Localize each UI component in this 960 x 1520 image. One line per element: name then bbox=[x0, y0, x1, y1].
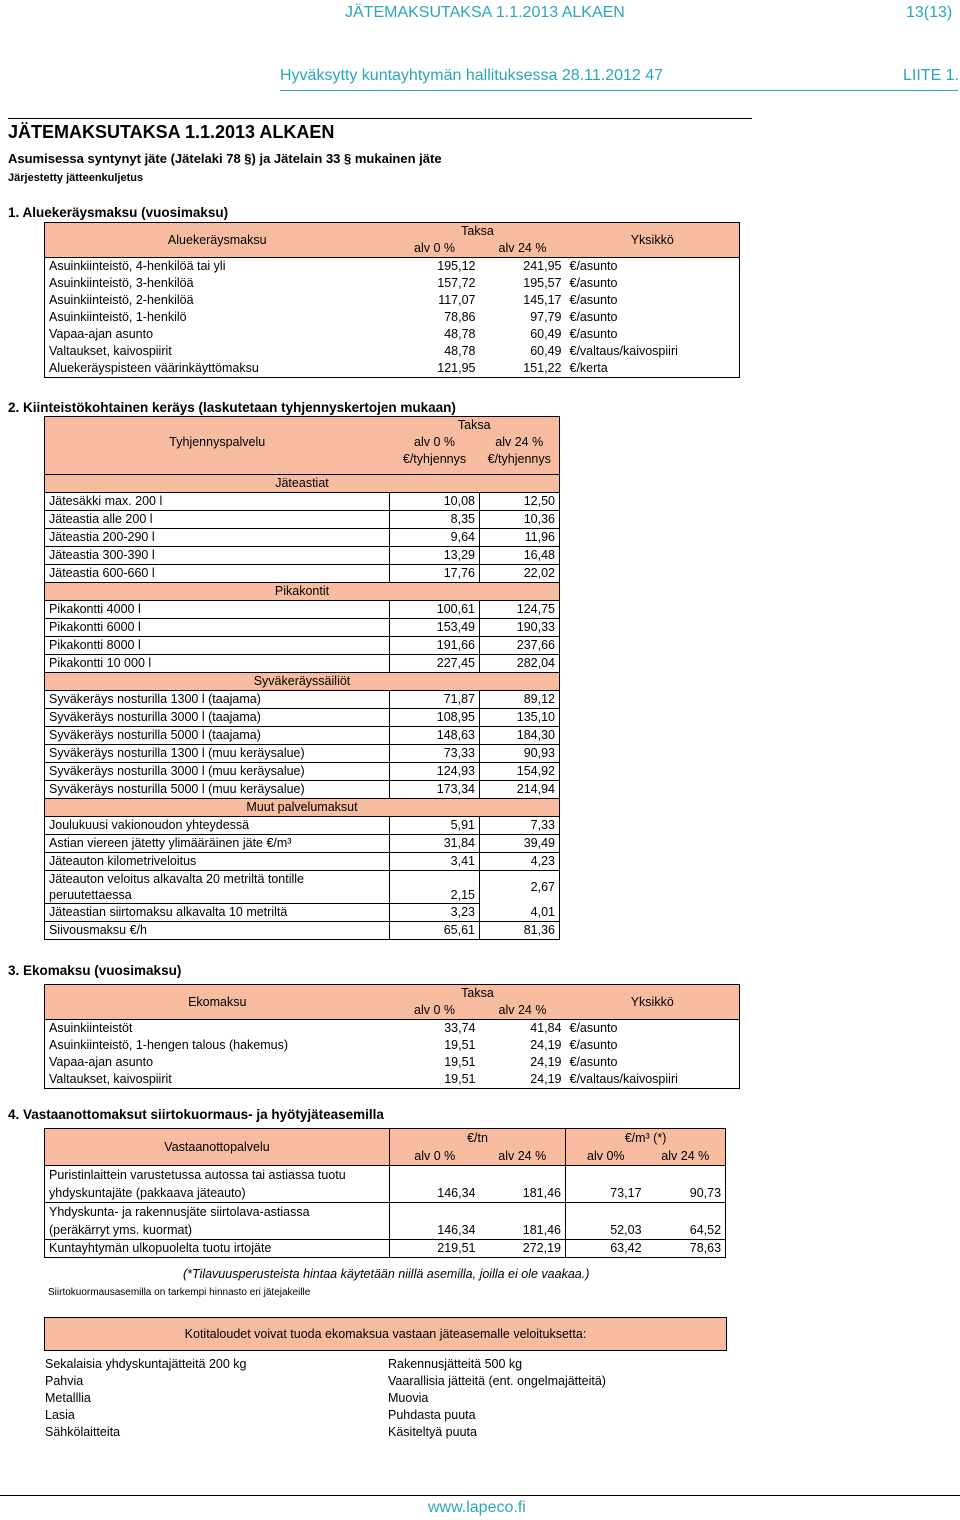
table-row bbox=[45, 781, 560, 799]
row-vat0: 173,34 bbox=[390, 781, 480, 799]
table-row bbox=[45, 745, 560, 763]
s4-last-d: 78,63 bbox=[646, 1240, 726, 1258]
list-item: Lasia bbox=[45, 1408, 75, 1422]
row-spacer bbox=[480, 1166, 566, 1185]
row-vat0: 10,08 bbox=[390, 493, 480, 511]
row-name-2: yhdyskuntajäte (pakkaava jäteauto) bbox=[45, 1184, 390, 1203]
row-vat24: 41,84 bbox=[530, 1021, 562, 1035]
table-row bbox=[45, 529, 560, 547]
row-name: Jäteastia 600-660 l bbox=[45, 565, 390, 583]
table-row bbox=[45, 619, 560, 637]
s2-col-tariff: Taksa bbox=[390, 417, 560, 435]
row-name: Asuinkiinteistö, 1-hengen talous (hakemus) bbox=[45, 1037, 390, 1054]
s4-last-b: 272,19 bbox=[480, 1240, 566, 1258]
list-item: Muovia bbox=[388, 1391, 429, 1405]
section-4-heading: 4. Vastaanottomaksut siirtokuormaus- ja hyötyjäteasemilla bbox=[8, 1107, 384, 1122]
row-vat0: 117,07 bbox=[438, 293, 476, 307]
table-row bbox=[45, 475, 560, 493]
section-1-table bbox=[44, 222, 740, 378]
s3-col-unit: Yksikkö bbox=[566, 985, 740, 1020]
row-vat0: 33,74 bbox=[444, 1021, 476, 1035]
row-vat24: 97,79 bbox=[530, 310, 562, 324]
row-vat0: 71,87 bbox=[390, 691, 480, 709]
row-name: Jäteastia 300-390 l bbox=[45, 547, 390, 565]
row-vat0: 3,41 bbox=[390, 853, 480, 871]
row-name: Joulukuusi vakionoudon yhteydessä bbox=[45, 817, 390, 835]
s4-col-ton: €/tn bbox=[390, 1129, 566, 1149]
row-vat24: 89,12 bbox=[480, 691, 560, 709]
row-name: Pikakontti 4000 l bbox=[45, 601, 390, 619]
row-vat24: 145,17 bbox=[523, 293, 562, 307]
section-4-table bbox=[44, 1128, 726, 1258]
row-vat24: 90,93 bbox=[480, 745, 560, 763]
row-name: Astian viereen jätetty ylimääräinen jäte €/m³ bbox=[45, 835, 390, 853]
table-row bbox=[45, 511, 560, 529]
section-1-heading: 1. Aluekeräysmaksu (vuosimaksu) bbox=[8, 205, 229, 220]
row-unit: €/asunto bbox=[566, 1020, 740, 1038]
row-name: Pikakontti 10 000 l bbox=[45, 655, 390, 673]
row-m3-vat24: 90,73 bbox=[646, 1184, 726, 1203]
row-vat0: 8,35 bbox=[390, 511, 480, 529]
row-ton-vat24: 181,46 bbox=[480, 1184, 566, 1203]
row-unit: €/asunto bbox=[566, 1037, 740, 1054]
row-vat0: 65,61 bbox=[390, 922, 480, 940]
table-row bbox=[45, 547, 560, 565]
row-vat24: 60,49 bbox=[530, 344, 562, 358]
row-name: Asuinkiinteistö, 3-henkilöä bbox=[45, 275, 390, 292]
page-number: 13(13) bbox=[906, 4, 953, 21]
row-name-1: Puristinlaittein varustetussa autossa tai astiassa tuotu bbox=[45, 1166, 390, 1185]
row-vat24: 60,49 bbox=[530, 327, 562, 341]
table-row bbox=[45, 763, 560, 781]
row-name: Syväkeräys nosturilla 5000 l (taajama) bbox=[45, 727, 390, 745]
extra-row-name-2: peruutettaessa bbox=[45, 887, 390, 904]
table-row bbox=[45, 1071, 740, 1089]
row-name: Siivousmaksu €/h bbox=[45, 922, 390, 940]
row-spacer bbox=[566, 1203, 646, 1222]
row-m3-vat24: 64,52 bbox=[646, 1221, 726, 1240]
row-vat0: 13,29 bbox=[390, 547, 480, 565]
row-vat24: 241,95 bbox=[523, 259, 562, 273]
row-vat0: 3,23 bbox=[390, 904, 480, 922]
row-name: Asuinkiinteistöt bbox=[45, 1020, 390, 1038]
s2-col-vat0: alv 0 % bbox=[414, 435, 455, 449]
col-unit: Yksikkö bbox=[566, 223, 740, 258]
table-row bbox=[45, 904, 560, 922]
document-subtitle-2: Järjestetty jätteenkuljetus bbox=[8, 172, 144, 184]
table-row bbox=[45, 275, 740, 292]
extra-row-vat24: 2,67 bbox=[480, 871, 560, 904]
row-vat24: 4,01 bbox=[480, 904, 560, 922]
section-2-heading: 2. Kiinteistökohtainen keräys (laskutetaan tyhjennyskertojen mukaan) bbox=[8, 400, 456, 415]
row-vat24: 124,75 bbox=[480, 601, 560, 619]
table-row bbox=[45, 673, 560, 691]
row-vat0: 191,66 bbox=[390, 637, 480, 655]
row-vat0: 195,12 bbox=[437, 259, 476, 273]
row-vat0: 9,64 bbox=[390, 529, 480, 547]
row-spacer bbox=[646, 1203, 726, 1222]
row-unit: €/kerta bbox=[566, 360, 740, 378]
section-3-heading: 3. Ekomaksu (vuosimaksu) bbox=[8, 963, 182, 978]
row-vat0: 148,63 bbox=[390, 727, 480, 745]
row-vat24: 7,33 bbox=[480, 817, 560, 835]
s4-col-vat24: alv 24 % bbox=[480, 1148, 566, 1166]
s4-col-vat0b: alv 0% bbox=[566, 1148, 646, 1166]
row-m3-vat0: 52,03 bbox=[566, 1221, 646, 1240]
row-name: Asuinkiinteistö, 4-henkilöä tai yli bbox=[45, 258, 390, 276]
row-vat0: 157,72 bbox=[437, 276, 476, 290]
row-vat24: 4,23 bbox=[480, 853, 560, 871]
table-row bbox=[45, 727, 560, 745]
row-vat0: 48,78 bbox=[444, 344, 476, 358]
list-item: Pahvia bbox=[45, 1374, 84, 1388]
s2-col-vat24: alv 24 % bbox=[480, 434, 560, 451]
row-vat0: 19,51 bbox=[390, 1071, 480, 1089]
row-vat24: 24,19 bbox=[480, 1071, 566, 1089]
s4-col-vat0: alv 0 % bbox=[390, 1148, 480, 1166]
row-unit: €/valtaus/kaivospiiri bbox=[566, 1071, 740, 1089]
group-title: Jäteastiat bbox=[45, 475, 560, 493]
table-row bbox=[45, 343, 740, 360]
free-items-left bbox=[45, 1356, 247, 1441]
row-vat0: 108,95 bbox=[390, 709, 480, 727]
row-unit: €/valtaus/kaivospiiri bbox=[566, 343, 740, 360]
table-row bbox=[45, 655, 560, 673]
row-vat24: 214,94 bbox=[480, 781, 560, 799]
s2-col-service: Tyhjennyspalvelu bbox=[45, 434, 390, 451]
row-vat24: 151,22 bbox=[480, 360, 566, 378]
s4-col-vat24b: alv 24 % bbox=[646, 1148, 726, 1166]
row-name-1: Yhdyskunta- ja rakennusjäte siirtolava-astiassa bbox=[45, 1203, 390, 1222]
s2-col-unit0: €/tyhjennys bbox=[402, 452, 467, 466]
row-spacer bbox=[390, 1203, 480, 1222]
extra-row-vat0: 2,15 bbox=[390, 887, 480, 904]
free-disposal-banner: Kotitaloudet voivat tuoda ekomaksua vastaan jäteasemalle veloituksetta: bbox=[44, 1317, 727, 1351]
row-ton-vat0: 146,34 bbox=[390, 1184, 480, 1203]
row-vat24: 154,92 bbox=[480, 763, 560, 781]
table-row bbox=[45, 1184, 726, 1203]
row-ton-vat24: 181,46 bbox=[480, 1221, 566, 1240]
list-item: Vaarallisia jätteitä (ent. ongelmajätteitä) bbox=[388, 1374, 606, 1388]
table-row bbox=[45, 637, 560, 655]
row-vat24: 190,33 bbox=[480, 619, 560, 637]
table-row bbox=[45, 835, 560, 853]
row-ton-vat0: 146,34 bbox=[390, 1221, 480, 1240]
row-vat24: 12,50 bbox=[480, 493, 560, 511]
row-vat0: 153,49 bbox=[390, 619, 480, 637]
row-vat0: 78,86 bbox=[444, 310, 476, 324]
row-vat0: 48,78 bbox=[444, 327, 476, 341]
row-name: Jäteastia alle 200 l bbox=[45, 511, 390, 529]
row-name: Jäteastia 200-290 l bbox=[45, 529, 390, 547]
row-name: Valtaukset, kaivospiirit bbox=[45, 343, 390, 360]
table-row bbox=[45, 1203, 726, 1222]
header-divider bbox=[280, 90, 958, 91]
s4-col-service: Vastaanottopalvelu bbox=[45, 1129, 390, 1166]
col-vat0: alv 0 % bbox=[390, 240, 480, 258]
row-name: Syväkeräys nosturilla 1300 l (muu keräysalue) bbox=[45, 745, 390, 763]
row-vat24: 237,66 bbox=[480, 637, 560, 655]
table-row bbox=[45, 1166, 726, 1185]
row-name: Jäteastian siirtomaksu alkavalta 10 metriltä bbox=[45, 904, 390, 922]
row-unit: €/asunto bbox=[566, 275, 740, 292]
table-row bbox=[45, 601, 560, 619]
s3-col-vat24: alv 24 % bbox=[480, 1002, 566, 1020]
row-unit: €/asunto bbox=[566, 258, 740, 276]
table-row bbox=[45, 1037, 740, 1054]
group-title: Muut palvelumaksut bbox=[45, 799, 560, 817]
document-subtitle: Asumisessa syntynyt jäte (Jätelaki 78 §) ja Jätelain 33 § mukainen jäte bbox=[8, 151, 442, 166]
row-vat24: 81,36 bbox=[480, 922, 560, 940]
row-vat0: 5,91 bbox=[390, 817, 480, 835]
table-row bbox=[45, 1221, 726, 1240]
table-row bbox=[45, 565, 560, 583]
table-row bbox=[45, 817, 560, 835]
table-row bbox=[45, 709, 560, 727]
list-item: Käsiteltyä puuta bbox=[388, 1425, 477, 1439]
row-vat24: 24,19 bbox=[530, 1038, 562, 1052]
s3-col-tariff: Taksa bbox=[390, 985, 566, 1003]
list-item: Sähkölaitteita bbox=[45, 1425, 121, 1439]
table-row bbox=[45, 326, 740, 343]
row-unit: €/asunto bbox=[566, 292, 740, 309]
row-vat0: 100,61 bbox=[390, 601, 480, 619]
table-row bbox=[45, 292, 740, 309]
row-m3-vat0: 73,17 bbox=[566, 1184, 646, 1203]
table-row bbox=[45, 309, 740, 326]
s3-col-service: Ekomaksu bbox=[45, 985, 390, 1020]
extra-row-name-1: Jäteauton veloitus alkavalta 20 metriltä tontille bbox=[45, 871, 390, 888]
row-vat24: 24,19 bbox=[530, 1055, 562, 1069]
row-name: Asuinkiinteistö, 1-henkilö bbox=[45, 309, 390, 326]
s4-col-m3: €/m³ (*) bbox=[566, 1129, 726, 1149]
section-2-table bbox=[44, 416, 560, 940]
group-title: Syväkeräyssäiliöt bbox=[45, 673, 560, 691]
table-row bbox=[45, 1020, 740, 1038]
row-name: Pikakontti 6000 l bbox=[45, 619, 390, 637]
row-name: Aluekeräyspisteen väärinkäyttömaksu bbox=[45, 360, 390, 378]
row-vat24: 10,36 bbox=[480, 511, 560, 529]
row-name: Syväkeräys nosturilla 3000 l (muu keräysalue) bbox=[45, 763, 390, 781]
table-row bbox=[45, 493, 560, 511]
appendix-label: LIITE 1. bbox=[903, 67, 960, 84]
free-items-right bbox=[388, 1356, 606, 1441]
transfer-station-note: Siirtokuormausasemilla on tarkempi hinnasto eri jätejakeille bbox=[48, 1287, 311, 1298]
list-item: Rakennusjätteitä 500 kg bbox=[388, 1357, 523, 1371]
table-row bbox=[45, 691, 560, 709]
row-vat0: 121,95 bbox=[390, 360, 480, 378]
footer-divider bbox=[0, 1495, 960, 1496]
row-name: Syväkeräys nosturilla 1300 l (taajama) bbox=[45, 691, 390, 709]
row-vat24: 39,49 bbox=[480, 835, 560, 853]
row-vat24: 184,30 bbox=[480, 727, 560, 745]
row-name: Asuinkiinteistö, 2-henkilöä bbox=[45, 292, 390, 309]
row-name: Vapaa-ajan asunto bbox=[45, 326, 390, 343]
table-row bbox=[45, 583, 560, 601]
volume-pricing-note: (*Tilavuusperusteista hintaa käytetään niillä asemilla, joilla ei ole vaakaa.) bbox=[183, 1267, 590, 1281]
row-spacer bbox=[566, 1166, 646, 1185]
row-vat24: 11,96 bbox=[480, 529, 560, 547]
row-unit: €/asunto bbox=[566, 309, 740, 326]
row-name: Jäteauton kilometriveloitus bbox=[45, 853, 390, 871]
table-row bbox=[45, 922, 560, 940]
col-service: Aluekeräysmaksu bbox=[45, 223, 390, 258]
document-title: JÄTEMAKSUTAKSA 1.1.2013 ALKAEN bbox=[8, 122, 335, 142]
row-name: Syväkeräys nosturilla 5000 l (muu keräysalue) bbox=[45, 781, 390, 799]
row-vat0: 124,93 bbox=[390, 763, 480, 781]
s4-last-c: 63,42 bbox=[566, 1240, 646, 1258]
list-item: Sekalaisia yhdyskuntajätteitä 200 kg bbox=[45, 1357, 247, 1371]
row-name: Jätesäkki max. 200 l bbox=[45, 493, 390, 511]
row-vat0: 17,76 bbox=[390, 565, 480, 583]
row-vat0: 19,51 bbox=[444, 1038, 476, 1052]
group-title: Pikakontit bbox=[45, 583, 560, 601]
row-name: Syväkeräys nosturilla 3000 l (taajama) bbox=[45, 709, 390, 727]
row-spacer bbox=[646, 1166, 726, 1185]
table-row bbox=[45, 799, 560, 817]
section-3-table bbox=[44, 984, 740, 1089]
row-vat0: 73,33 bbox=[390, 745, 480, 763]
row-vat24: 135,10 bbox=[480, 709, 560, 727]
col-vat24: alv 24 % bbox=[480, 240, 566, 258]
table-row bbox=[45, 1054, 740, 1071]
row-vat0: 227,45 bbox=[390, 655, 480, 673]
row-name: Pikakontti 8000 l bbox=[45, 637, 390, 655]
row-spacer bbox=[480, 1203, 566, 1222]
list-item: Metalllia bbox=[45, 1391, 91, 1405]
list-item: Puhdasta puuta bbox=[388, 1408, 476, 1422]
row-name: Vapaa-ajan asunto bbox=[45, 1054, 390, 1071]
row-vat24: 16,48 bbox=[480, 547, 560, 565]
title-divider bbox=[8, 118, 752, 119]
s4-last-name: Kuntayhtymän ulkopuolelta tuotu irtojäte bbox=[45, 1240, 390, 1258]
row-unit: €/asunto bbox=[566, 1054, 740, 1071]
footer-link[interactable]: www.lapeco.fi bbox=[428, 1499, 526, 1516]
col-tariff: Taksa bbox=[390, 223, 566, 241]
header-title: JÄTEMAKSUTAKSA 1.1.2013 ALKAEN bbox=[345, 4, 625, 21]
table-row bbox=[45, 853, 560, 871]
table-row bbox=[45, 258, 740, 276]
row-name-2: (peräkärryt yms. kuormat) bbox=[45, 1221, 390, 1240]
row-spacer bbox=[390, 1166, 480, 1185]
s2-col-unit24: €/tyhjennys bbox=[480, 451, 560, 468]
row-vat0: 31,84 bbox=[390, 835, 480, 853]
row-unit: €/asunto bbox=[566, 326, 740, 343]
approval-note: Hyväksytty kuntayhtymän hallituksessa 28.11.2012 47 bbox=[280, 67, 664, 84]
row-vat0: 19,51 bbox=[444, 1055, 476, 1069]
row-name: Valtaukset, kaivospiirit bbox=[45, 1071, 390, 1089]
row-vat24: 195,57 bbox=[523, 276, 562, 290]
s4-last-a: 219,51 bbox=[390, 1240, 480, 1258]
s3-col-vat0: alv 0 % bbox=[390, 1002, 480, 1020]
table-row bbox=[45, 360, 740, 378]
row-vat24: 22,02 bbox=[480, 565, 560, 583]
row-vat24: 282,04 bbox=[480, 655, 560, 673]
